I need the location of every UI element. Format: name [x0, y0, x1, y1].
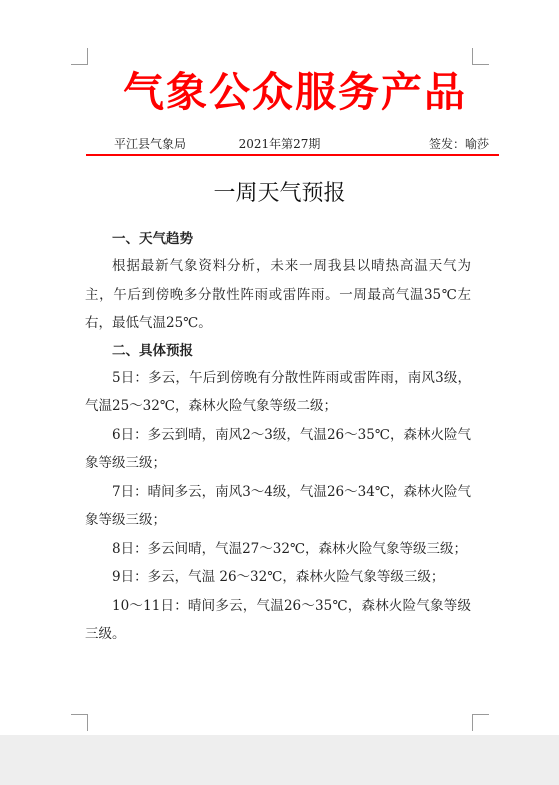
section-heading-forecast: 二、具体预报: [112, 342, 193, 359]
forecast-day-7: 7日：晴间多云，南风3～4级，气温26～34℃，森林火险气象等级三级；: [85, 483, 471, 528]
issue-number: 2021年第27期: [238, 137, 321, 151]
crop-mark-top-right: [472, 48, 489, 65]
signer-label: 签发：喻莎: [428, 137, 489, 151]
crop-mark-top-left: [71, 48, 88, 65]
forecast-day-8: 8日：多云间晴，气温27～32℃，森林火险气象等级三级；: [112, 540, 468, 557]
crop-mark-bottom-left: [71, 714, 88, 731]
forecast-day-10-11: 10～11日：晴间多云，气温26～35℃，森林火险气象等级三级。: [85, 597, 471, 642]
forecast-day-9: 9日：多云，气温 26～32℃，森林火险气象等级三级；: [112, 569, 445, 585]
document-body: [85, 226, 471, 649]
trend-paragraph: 根据最新气象资料分析，未来一周我县以晴热高温天气为主，午后到傍晚多分散性阵雨或雷阵雨。一周最高气温35℃左右，最低气温25℃。: [85, 258, 471, 331]
section-heading-trend: 一、天气趋势: [112, 231, 193, 247]
red-divider: [86, 154, 499, 156]
issuer-label: 平江县气象局: [114, 137, 187, 151]
crop-mark-bottom-right: [472, 714, 489, 731]
forecast-day-5: 5日：多云，午后到傍晚有分散性阵雨或雷阵雨，南风3级，气温25～32℃，森林火险气象等级二级；: [85, 369, 471, 414]
page-gap: [0, 735, 559, 785]
document-title: 一周天气预报: [213, 181, 346, 206]
forecast-day-6: 6日：多云到晴，南风2～3级，气温26～35℃，森林火险气象等级三级；: [85, 426, 471, 471]
masthead-title: 气象公众服务产品: [123, 68, 467, 116]
